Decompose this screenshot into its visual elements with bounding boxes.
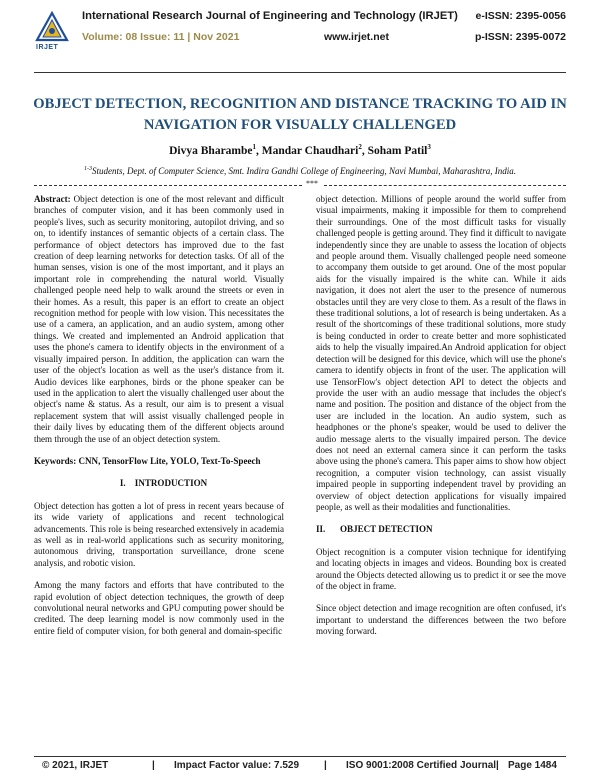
author-1-sup: 1: [252, 143, 256, 151]
author-2: Mandar Chaudhari: [261, 144, 359, 157]
keywords: [34, 456, 284, 467]
section-2-paragraph-1: Object recognition is a computer vision technique for identifying and locating objects in images and videos. Bounding box is created around the Objects detected allowing us to predict it or see the move of the object in frame.: [316, 546, 566, 591]
header-rule: [34, 72, 566, 73]
section-1-paragraph-2: Among the many factors and efforts that have contributed to the rapid evolution of object detection techniques, the growth of deep convolutional neural networks and GPU computing power should be credited. The deep learning model is now commonly used in the entire field of computer vision, for both general and domain-specific: [34, 580, 284, 636]
p-issn: p-ISSN: 2395-0072: [474, 31, 566, 43]
section-2-title: OBJECT DETECTION: [340, 524, 433, 535]
journal-website: www.irjet.net: [324, 31, 389, 43]
left-column: [34, 194, 284, 637]
keywords-label: Keywords:: [34, 455, 77, 466]
irjet-logo-icon: [34, 10, 70, 44]
author-1: Divya Bharambe: [169, 144, 253, 157]
author-2-sup: 2: [358, 143, 362, 151]
footer-page-number: Page 1484: [508, 760, 557, 771]
author-3-sup: 3: [427, 143, 431, 151]
paper-title: OBJECT DETECTION, RECOGNITION AND DISTANCE TRACKING TO AID IN NAVIGATION FOR VISUALLY CHALLENGED: [33, 96, 567, 133]
logo-text: IRJET: [36, 44, 59, 51]
section-2-heading: [316, 524, 566, 535]
abstract-label: Abstract:: [34, 194, 71, 204]
volume-issue-line: [82, 31, 389, 43]
section-2-number: II.: [316, 524, 326, 535]
affiliation: [20, 166, 580, 176]
journal-header: [34, 8, 566, 70]
keywords-text: CNN, TensorFlow Lite, YOLO, Text-To-Speech: [76, 455, 261, 466]
footer-rule: [34, 756, 566, 757]
section-1-heading: [34, 478, 284, 489]
right-column: [316, 194, 566, 638]
footer-impact-factor: Impact Factor value: 7.529: [174, 760, 300, 771]
e-issn: e-ISSN: 2395-0056: [475, 10, 566, 22]
abstract-text: Object detection is one of the most relevant and difficult branches of computer vision, and it has been commonly used in people's lives, such as security monitoring, autopilot driving, and so on, to identify instances of semantic objects of a certain class. The performance of object detectors has improved due to the fast creation of deep learning networks for detection tasks. Of all of the human senses, vision is one of the most important, and it plays an important role in comprehending the natural world. Visually challenged people need help to walk around the streets or even in their homes. As a result, this paper is an effort to create an object recognition method for people with low vision. This necessitates the use of a camera, an application, and an audio system, among other things. We created and implemented an Android application that uses the phone's camera to identify objects in the environment of a visually impaired person. In addition, the application can warn the user of the object's location as well as the user's distance from it. Audio devices like earphones, birds or the phone speaker can be used in the application to alert the visually challenged user about the object's name & status. As a result, our aim is to present a visual replacement system that will assist visually challenged people in their daily lives by educating them of the different objects around them through the use of an object detection system.: [34, 194, 284, 444]
journal-name: International Research Journal of Engineering and Technology (IRJET): [82, 10, 458, 22]
footer-copyright: © 2021, IRJET: [42, 760, 109, 771]
authors: Divya Bharambe$^1$, Mandar Chaudhari$^2$, Soham Patil$^3$: [169, 143, 431, 157]
section-1-number: I.: [119, 478, 126, 489]
abstract: [34, 194, 284, 445]
author-3: Soham Patil: [367, 144, 428, 157]
separator-stars: ***: [306, 179, 318, 188]
volume-issue: Volume: 08 Issue: 11 | Nov 2021: [82, 31, 240, 43]
affiliation-text: Students, Dept. of Computer Science, Smt. Indira Gandhi College of Engineering, Navi Mumbai, Maharashtra, India.: [92, 166, 516, 176]
separator-line: [34, 179, 566, 188]
footer-iso: ISO 9001:2008 Certified Journal: [346, 760, 497, 771]
section-1-title: INTRODUCTION: [134, 478, 208, 489]
affiliation-sup: 1-3: [84, 166, 93, 172]
section-2-paragraph-2: Since object detection and image recognition are often confused, it's important to understand the differences between the two before moving forward.: [316, 603, 566, 637]
section-1-paragraph-2-continued: object detection. Millions of people around the world suffer from visual impairments, making it impossible for them to comprehend their surroundings. One of the most difficult tasks for visually challenged people is getting around. They find it difficult to navigate independently since they are unable to assess the location of objects and people around them. Visually challenged people need someone to accompany them outside to get around. One of the most popular aids for the visually impaired is the white can. While it aids navigation, it does not alert the user to the presence of numerous obstacles until they are very close to them. As a result of the flaws in these traditional solutions, a lot of research is being undertaken. As a result of the shortcomings of these traditional solutions, more study is being conducted in order to create better and more sophisticated aids to help the visually impaired.An Android application for object detection will be designed for this device, which will use the phone's camera to identify objects in front of the user. The application will use TensorFlow's object detection API to detect the objects and provide the user with an audio message that includes the object's name and position. The position and distance of the object from the user are included in the location. An audio system, such as headphones or the phone's speaker, would be used to deliver the audio message alerts to the visually impaired person. The device does not need an external camera since it can perform the tasks above using the phone's camera. This paper aims to show how object recognition, a computer vision technology, can assist visually impaired people in supporting independent travel by providing an overview of object detection applications for visually impaired people, as well as their modalities and functionalities.: [316, 194, 566, 512]
section-1-paragraph-1: Object detection has gotten a lot of press in recent years because of its wide variety of applications and recent technological advancements. This role is being researched extensively in academia as well as in real-world applications such as security monitoring, autonomous driving, transportation surveillance, drone scene analysis, and robotic vision.: [34, 500, 284, 568]
